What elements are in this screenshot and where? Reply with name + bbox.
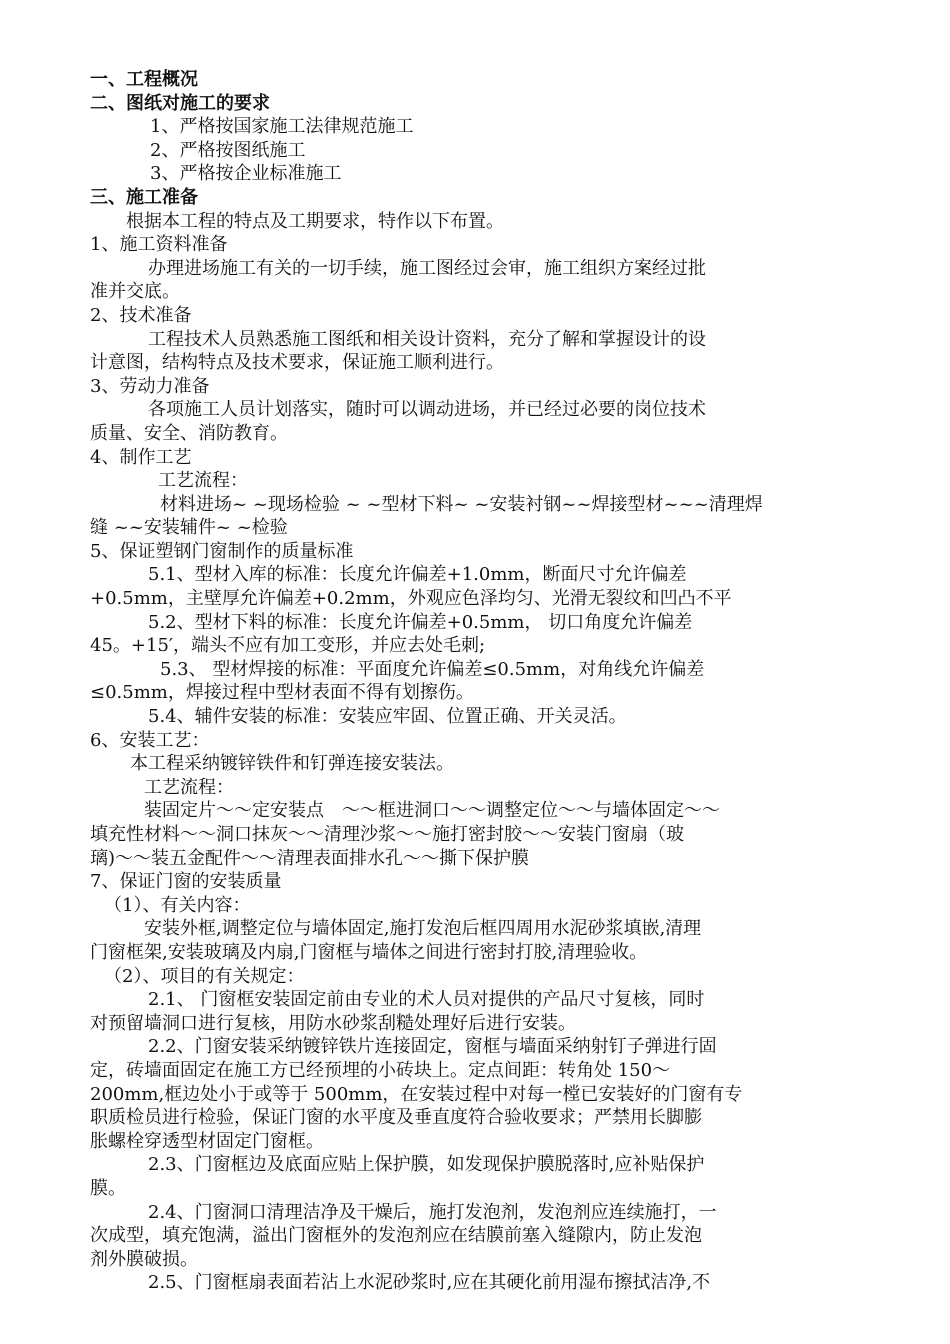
- text-line: 2.5、门窗框扇表面若沾上水泥砂浆时,应在其硬化前用湿布擦拭洁净,不: [148, 1272, 711, 1294]
- text-line: 门窗框架,安装玻璃及内扇,门窗框与墙体之间进行密封打胶,清理验收。: [90, 941, 648, 963]
- text-line: 7、保证门窗的安装质量: [90, 871, 282, 893]
- text-line: 准并交底。: [90, 281, 180, 303]
- text-line: 2.4、门窗洞口清理洁净及干燥后，施打发泡剂，发泡剂应连续施打，一: [148, 1201, 717, 1223]
- text-line: 2.1、 门窗框安装固定前由专业的术人员对提供的产品尺寸复核，同时: [148, 989, 705, 1011]
- text-line: 质量、安全、消防教育。: [90, 422, 288, 444]
- text-line: +0.5mm，主壁厚允许偏差+0.2mm，外观应色泽均匀、光滑无裂纹和凹凸不平: [90, 588, 732, 610]
- text-line: 3、劳动力准备: [90, 375, 210, 397]
- text-line: 定，砖墙面固定在施工方已经预埋的小砖块上。定点间距：转角处 150～: [90, 1059, 671, 1081]
- text-line: 1、严格按国家施工法律规范施工: [150, 116, 414, 138]
- text-line: （2）、项目的有关规定：: [104, 965, 305, 987]
- section-heading: 一、工程概况: [90, 69, 198, 90]
- text-line: 璃)～～装五金配件～～清理表面排水孔～～撕下保护膜: [90, 847, 530, 869]
- text-line: 2.2、门窗安装采纳镀锌铁片连接固定，窗框与墙面采纳射钉子弹进行固: [148, 1036, 717, 1058]
- text-line: 膜。: [90, 1177, 126, 1199]
- text-line: 填充性材料～～洞口抹灰～～清理沙浆～～施打密封胶～～安装门窗扇（玻: [90, 824, 684, 845]
- text-line: 2、技术准备: [90, 304, 192, 326]
- text-line: 次成型，填充饱满，溢出门窗框外的发泡剂应在结膜前塞入缝隙内，防止发泡: [90, 1225, 702, 1247]
- section-heading: 三、施工准备: [90, 186, 198, 208]
- text-line: 工程技术人员熟悉施工图纸和相关设计资料，充分了解和掌握设计的设: [148, 328, 706, 350]
- text-line: 45。+15′，端头不应有加工变形，并应去处毛刺;: [90, 635, 486, 657]
- text-line: ≤0.5mm，焊接过程中型材表面不得有划擦伤。: [90, 682, 474, 704]
- text-line: 胀螺栓穿透型材固定门窗框。: [90, 1130, 324, 1152]
- text-line: 2、严格按图纸施工: [150, 139, 306, 161]
- text-line: 2.3、门窗框边及底面应贴上保护膜，如发现保护膜脱落时,应补贴保护: [148, 1154, 705, 1176]
- text-line: 各项施工人员计划落实，随时可以调动进场，并已经过必要的岗位技术: [148, 399, 706, 421]
- text-line: 工艺流程：: [158, 470, 248, 492]
- text-line: 办理进场施工有关的一切手续，施工图经过会审，施工组织方案经过批: [148, 257, 706, 279]
- text-line: 缝 ~~安装辅件~ ~检验: [90, 517, 288, 539]
- text-line: 4、制作工艺: [90, 446, 192, 468]
- text-line: 6、安装工艺：: [90, 729, 210, 751]
- text-line: 5.3、 型材焊接的标准：平面度允许偏差≤0.5mm，对角线允许偏差: [160, 658, 705, 680]
- text-line: 5、保证塑钢门窗制作的质量标准: [90, 540, 354, 562]
- text-line: 工艺流程：: [144, 776, 234, 798]
- text-line: 1、施工资料准备: [90, 234, 228, 256]
- document-page: [90, 68, 860, 1295]
- text-line: （1）、有关内容：: [104, 894, 251, 916]
- text-line: 剂外膜破损。: [90, 1248, 198, 1270]
- text-line: 3、严格按企业标准施工: [150, 163, 342, 185]
- text-line: 职质检员进行检验，保证门窗的水平度及垂直度符合验收要求；严禁用长脚膨: [90, 1107, 702, 1129]
- text-line: 本工程采纳镀锌铁件和钉弹连接安装法。: [130, 753, 454, 775]
- text-line: 计意图，结构特点及技术要求，保证施工顺利进行。: [90, 352, 504, 374]
- section-heading: 二、图纸对施工的要求: [90, 92, 270, 114]
- text-line: 装固定片～～定安装点 ～～框进洞口～～调整定位～～与墙体固定～～: [144, 800, 720, 822]
- text-line: 根据本工程的特点及工期要求，特作以下布置。: [126, 210, 504, 232]
- text-line: 5.4、辅件安装的标准：安装应牢固、位置正确、开关灵活。: [148, 706, 627, 728]
- text-line: 安装外框,调整定位与墙体固定,施打发泡后框四周用水泥砂浆填嵌,清理: [144, 918, 702, 940]
- text-line: 材料进场~ ~现场检验 ~ ~型材下料~ ~安装衬钢~~焊接型材~~~清理焊: [160, 493, 763, 515]
- text-line: 对预留墙洞口进行复核，用防水砂浆刮糙处理好后进行安装。: [90, 1012, 576, 1034]
- text-line: 5.2、型材下料的标准：长度允许偏差+0.5mm， 切口角度允许偏差: [148, 611, 693, 633]
- text-line: 200mm,框边处小于或等于 500mm，在安装过程中对每一樘已安装好的门窗有专: [90, 1083, 743, 1105]
- text-line: 5.1、型材入库的标准：长度允许偏差+1.0mm，断面尺寸允许偏差: [148, 564, 687, 586]
